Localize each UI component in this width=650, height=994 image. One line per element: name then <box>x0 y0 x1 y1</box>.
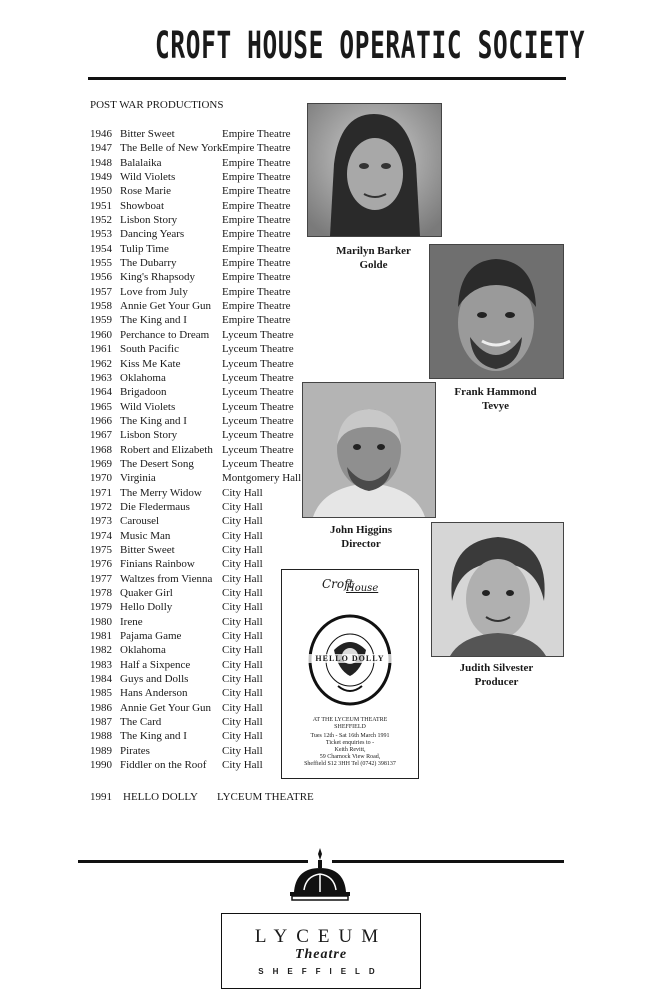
production-year: 1947 <box>90 142 112 155</box>
production-row <box>90 371 301 385</box>
production-row <box>90 658 301 672</box>
production-venue: Empire Theatre <box>222 242 291 255</box>
poster-details <box>286 717 414 768</box>
production-row <box>90 471 301 485</box>
productions-list <box>90 127 301 772</box>
production-row <box>90 414 301 428</box>
production-show: The Belle of New York <box>120 142 223 155</box>
production-show: Kiss Me Kate <box>120 357 181 370</box>
caption-judith-silvester <box>431 661 562 689</box>
production-row <box>90 514 301 528</box>
production-show: Half a Sixpence <box>120 658 191 671</box>
production-row <box>90 156 301 170</box>
production-year: 1989 <box>90 744 112 757</box>
production-row <box>90 557 301 571</box>
production-year: 1960 <box>90 328 112 341</box>
production-venue: Lyceum Theatre <box>222 371 294 384</box>
poster-contact-city: Sheffield S12 3HH Tel (0742) 398137 <box>304 761 396 767</box>
production-venue: City Hall <box>222 730 263 743</box>
production-venue: City Hall <box>222 630 263 643</box>
production-row <box>90 729 301 743</box>
production-venue: City Hall <box>222 759 263 772</box>
caption-frank-hammond <box>429 385 562 413</box>
production-row <box>90 170 301 184</box>
cast-role: Tevye <box>481 400 510 412</box>
production-year: 1984 <box>90 673 112 686</box>
caption-john-higgins <box>302 523 420 551</box>
production-show: The King and I <box>120 414 187 427</box>
production-year: 1948 <box>90 156 112 169</box>
production-venue: City Hall <box>222 515 263 528</box>
production-venue: Empire Theatre <box>222 171 291 184</box>
production-year: 1965 <box>90 400 112 413</box>
current-production <box>90 790 314 804</box>
production-year: 1961 <box>90 343 112 356</box>
production-show: Fiddler on the Roof <box>120 759 207 772</box>
production-row <box>90 184 301 198</box>
production-row <box>90 758 301 772</box>
production-year: 1964 <box>90 386 112 399</box>
production-show: Pajama Game <box>120 630 182 643</box>
poster-venue-line-1: AT THE LYCEUM THEATRE <box>312 717 388 723</box>
production-year: 1981 <box>90 630 112 643</box>
cast-role: Producer <box>474 676 519 688</box>
portrait-frank-hammond <box>429 244 564 379</box>
production-show: Finians Rainbow <box>120 558 195 571</box>
production-show: Guys and Dolls <box>120 673 189 686</box>
production-year: 1955 <box>90 257 112 270</box>
production-show: Lisbon Story <box>120 214 178 227</box>
current-production-year: 1991 <box>90 791 112 803</box>
lyceum-theatre-logo <box>221 913 421 989</box>
production-row <box>90 199 301 213</box>
production-show: King's Rhapsody <box>120 271 196 284</box>
production-year: 1959 <box>90 314 112 327</box>
production-show: Showboat <box>120 199 164 212</box>
production-year: 1968 <box>90 443 112 456</box>
cast-name: Judith Silvester <box>459 662 534 674</box>
production-venue: City Hall <box>222 529 263 542</box>
production-year: 1974 <box>90 529 112 542</box>
production-venue: City Hall <box>222 673 263 686</box>
production-venue: City Hall <box>222 558 263 571</box>
production-year: 1966 <box>90 414 112 427</box>
production-row <box>90 256 301 270</box>
production-show: South Pacific <box>120 343 179 356</box>
production-show: Hello Dolly <box>120 601 173 614</box>
production-show: Music Man <box>120 529 171 542</box>
production-show: Oklahoma <box>120 644 166 657</box>
hello-dolly-artwork <box>298 606 402 714</box>
production-year: 1976 <box>90 558 112 571</box>
production-row <box>90 328 301 342</box>
production-show: Oklahoma <box>120 371 166 384</box>
production-show: Brigadoon <box>120 386 167 399</box>
production-venue: Empire Theatre <box>222 214 291 227</box>
production-show: The King and I <box>120 314 187 327</box>
production-row <box>90 643 301 657</box>
production-row <box>90 313 301 327</box>
production-venue: Empire Theatre <box>222 199 291 212</box>
production-year: 1979 <box>90 601 112 614</box>
production-show: Virginia <box>120 472 156 485</box>
production-venue: Empire Theatre <box>222 185 291 198</box>
production-show: The Desert Song <box>120 457 194 470</box>
cast-name: Frank Hammond <box>454 386 537 398</box>
production-year: 1967 <box>90 429 112 442</box>
production-year: 1971 <box>90 486 112 499</box>
production-venue: Empire Theatre <box>222 285 291 298</box>
production-year: 1973 <box>90 515 112 528</box>
production-year: 1962 <box>90 357 112 370</box>
production-year: 1952 <box>90 214 112 227</box>
production-year: 1958 <box>90 300 112 313</box>
production-venue: City Hall <box>222 644 263 657</box>
lyceum-city: SHEFFIELD <box>258 967 384 976</box>
production-venue: Montgomery Hall <box>222 472 302 485</box>
production-show: Lisbon Story <box>120 429 178 442</box>
poster-contact-name: Keith Revitt, <box>334 747 366 753</box>
production-show: Dancing Years <box>120 228 185 241</box>
production-row <box>90 629 301 643</box>
lyceum-name: LYCEUM <box>254 926 388 947</box>
production-venue: Empire Theatre <box>222 300 291 313</box>
portrait-judith-silvester <box>431 522 564 657</box>
production-row <box>90 342 301 356</box>
section-heading: POST WAR PRODUCTIONS <box>90 99 224 111</box>
production-show: Bitter Sweet <box>120 128 175 140</box>
current-production-show: HELLO DOLLY <box>123 791 198 803</box>
production-venue: Lyceum Theatre <box>222 429 294 442</box>
production-year: 1985 <box>90 687 112 700</box>
poster-venue-line-2: SHEFFIELD <box>334 724 366 730</box>
croft-house-logo <box>312 576 392 606</box>
cast-role: Golde <box>359 259 388 271</box>
production-year: 1972 <box>90 500 112 513</box>
production-row <box>90 299 301 313</box>
lyceum-theatre-word: Theatre <box>294 947 348 962</box>
production-poster <box>281 569 419 779</box>
production-show: Carousel <box>120 515 160 528</box>
production-year: 1978 <box>90 587 112 599</box>
production-show: Hans Anderson <box>120 687 188 700</box>
production-year: 1969 <box>90 457 112 470</box>
production-row <box>90 500 301 514</box>
production-row <box>90 400 301 414</box>
production-show: Wild Violets <box>120 171 176 184</box>
production-row <box>90 543 301 557</box>
poster-enquiries: Ticket enquiries to - <box>325 740 375 746</box>
production-year: 1982 <box>90 644 112 657</box>
production-show: Irene <box>120 615 143 628</box>
production-show: Annie Get Your Gun <box>120 300 212 313</box>
lyceum-dome-icon <box>290 846 350 902</box>
production-venue: Lyceum Theatre <box>222 328 294 341</box>
production-venue: Empire Theatre <box>222 271 291 284</box>
production-year: 1983 <box>90 658 112 671</box>
portrait-marilyn-barker <box>307 103 442 237</box>
production-venue: City Hall <box>222 500 263 513</box>
production-venue: City Hall <box>222 744 263 757</box>
footer-divider-left <box>78 860 308 863</box>
poster-contact-address: 59 Charnock View Road, <box>319 754 381 760</box>
production-row <box>90 572 301 586</box>
poster-dates: Tues 12th - Sat 16th March 1991 <box>310 733 390 739</box>
production-show: Robert and Elizabeth <box>120 443 213 456</box>
production-venue: Lyceum Theatre <box>222 386 294 399</box>
production-show: Annie Get Your Gun <box>120 701 212 714</box>
production-venue: City Hall <box>222 572 263 585</box>
production-show: Rose Marie <box>120 185 172 198</box>
title-divider <box>88 77 566 80</box>
production-show: Waltzes from Vienna <box>120 572 213 585</box>
production-venue: Lyceum Theatre <box>222 357 294 370</box>
production-show: Pirates <box>120 744 150 757</box>
production-year: 1957 <box>90 285 112 298</box>
production-year: 1963 <box>90 371 112 384</box>
production-year: 1987 <box>90 716 112 729</box>
production-venue: Lyceum Theatre <box>222 457 294 470</box>
logo-line-1: Croft <box>322 577 354 591</box>
production-show: Die Fledermaus <box>120 500 190 513</box>
production-year: 1951 <box>90 199 112 212</box>
cast-name: Marilyn Barker <box>336 245 411 257</box>
production-show: The King and I <box>120 730 187 743</box>
production-venue: City Hall <box>222 615 263 628</box>
production-row <box>90 385 301 399</box>
production-venue: Lyceum Theatre <box>222 400 294 413</box>
production-year: 1986 <box>90 701 112 714</box>
production-row <box>90 600 301 614</box>
production-year: 1977 <box>90 572 112 585</box>
production-show: Tulip Time <box>120 242 169 255</box>
production-venue: City Hall <box>222 687 263 700</box>
production-year: 1970 <box>90 472 112 485</box>
production-year: 1954 <box>90 242 112 255</box>
footer-divider-right <box>332 860 564 863</box>
production-row <box>90 529 301 543</box>
production-row <box>90 615 301 629</box>
current-production-venue: LYCEUM THEATRE <box>217 791 314 803</box>
production-row <box>90 486 301 500</box>
production-show: The Card <box>120 716 162 729</box>
production-row <box>90 443 301 457</box>
production-venue: City Hall <box>222 701 263 714</box>
poster-show-title: HELLO DOLLY <box>298 654 402 663</box>
production-show: Balalaika <box>120 156 162 169</box>
production-row <box>90 127 301 141</box>
production-row <box>90 213 301 227</box>
production-row <box>90 457 301 471</box>
production-venue: City Hall <box>222 716 263 729</box>
production-row <box>90 715 301 729</box>
production-year: 1953 <box>90 228 112 241</box>
logo-line-2: House <box>346 583 379 594</box>
cast-name: John Higgins <box>329 524 393 536</box>
production-venue: City Hall <box>222 543 263 556</box>
production-year: 1975 <box>90 543 112 556</box>
production-venue: Lyceum Theatre <box>222 443 294 456</box>
production-year: 1988 <box>90 730 112 743</box>
production-row <box>90 701 301 715</box>
production-show: Wild Violets <box>120 400 176 413</box>
cast-role: Director <box>341 538 381 550</box>
production-row <box>90 285 301 299</box>
production-venue: Lyceum Theatre <box>222 414 294 427</box>
production-show: Perchance to Dream <box>120 328 210 341</box>
production-row <box>90 141 301 155</box>
caption-marilyn-barker <box>307 244 440 272</box>
production-show: Love from July <box>120 285 188 298</box>
production-show: Bitter Sweet <box>120 543 175 556</box>
production-year: 1980 <box>90 615 112 628</box>
production-venue: Empire Theatre <box>222 128 291 140</box>
production-venue: Empire Theatre <box>222 257 291 270</box>
production-venue: Lyceum Theatre <box>222 343 294 356</box>
production-venue: City Hall <box>222 658 263 671</box>
production-venue: Empire Theatre <box>222 314 291 327</box>
production-venue: City Hall <box>222 587 263 599</box>
production-year: 1949 <box>90 171 112 184</box>
production-year: 1956 <box>90 271 112 284</box>
production-row <box>90 744 301 758</box>
production-venue: City Hall <box>222 601 263 614</box>
production-row <box>90 242 301 256</box>
production-venue: Empire Theatre <box>222 156 291 169</box>
production-row <box>90 428 301 442</box>
production-show: The Dubarry <box>120 257 177 270</box>
page-title: CROFT HOUSE OPERATIC SOCIETY <box>155 24 586 67</box>
production-row <box>90 686 301 700</box>
production-row <box>90 672 301 686</box>
production-venue: Empire Theatre <box>222 228 291 241</box>
production-venue: Empire Theatre <box>222 142 291 155</box>
production-year: 1950 <box>90 185 112 198</box>
production-show: The Merry Widow <box>120 486 202 499</box>
production-show: Quaker Girl <box>120 587 173 599</box>
production-venue: City Hall <box>222 486 263 499</box>
production-row <box>90 270 301 284</box>
production-year: 1946 <box>90 128 112 140</box>
production-year: 1990 <box>90 759 112 772</box>
production-row <box>90 586 301 600</box>
portrait-john-higgins <box>302 382 436 518</box>
production-row <box>90 227 301 241</box>
production-row <box>90 357 301 371</box>
